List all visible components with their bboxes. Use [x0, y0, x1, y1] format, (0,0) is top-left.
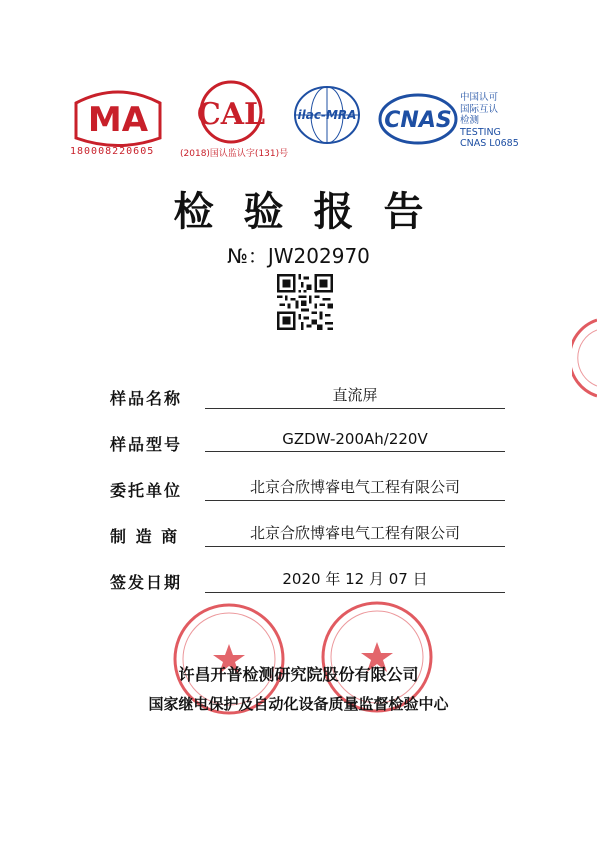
cnas-line: CNAS L0685: [460, 138, 519, 149]
svg-text:CNAS: CNAS: [384, 108, 452, 133]
field-row-sample-model: [110, 426, 510, 472]
field-label: 样品名称: [110, 389, 183, 408]
cnas-logo: [378, 92, 458, 146]
svg-text:ilac-MRA: ilac-MRA: [297, 108, 357, 122]
issuing-organization: 许昌开普检测研究院股份有限公司: [178, 665, 419, 684]
cnas-line: 国际互认: [460, 103, 499, 115]
ilac-mra-logo: [292, 84, 362, 146]
field-row-sample-name: [110, 380, 510, 426]
field-value: GZDW-200Ah/220V: [205, 430, 505, 452]
report-number: №：JW202970: [227, 244, 370, 268]
field-label: 样品型号: [110, 435, 183, 454]
field-label: 签发日期: [110, 573, 183, 592]
cma-reg-number: 180008220605: [70, 146, 155, 157]
cal-reg-number: (2018)国认监认字(131)号: [180, 149, 289, 159]
field-row-manufacturer: [110, 518, 510, 564]
field-value: 北京合欣博睿电气工程有限公司: [205, 476, 505, 501]
cnas-text-block: [460, 92, 519, 150]
field-label: 制 造 商: [110, 527, 180, 546]
cal-logo: [192, 78, 270, 148]
issuing-center: 国家继电保护及自动化设备质量监督检验中心: [148, 695, 449, 713]
svg-text:MA: MA: [87, 100, 149, 140]
qr-code-icon: [277, 274, 333, 330]
field-value: 直流屏: [205, 384, 505, 409]
perforation-seal-edge: [572, 318, 597, 398]
field-row-client: [110, 472, 510, 518]
cnas-line: 中国认可: [460, 92, 499, 103]
svg-text:CAL: CAL: [196, 97, 266, 132]
cnas-line: TESTING: [460, 126, 501, 138]
accreditation-logos: [60, 78, 540, 168]
cnas-line: 检测: [460, 115, 480, 126]
report-fields: [110, 380, 510, 610]
field-label: 委托单位: [110, 481, 183, 500]
report-title: 检验报告: [173, 188, 454, 235]
field-value: 2020 年 12 月 07 日: [205, 568, 505, 593]
field-value: 北京合欣博睿电气工程有限公司: [205, 522, 505, 547]
